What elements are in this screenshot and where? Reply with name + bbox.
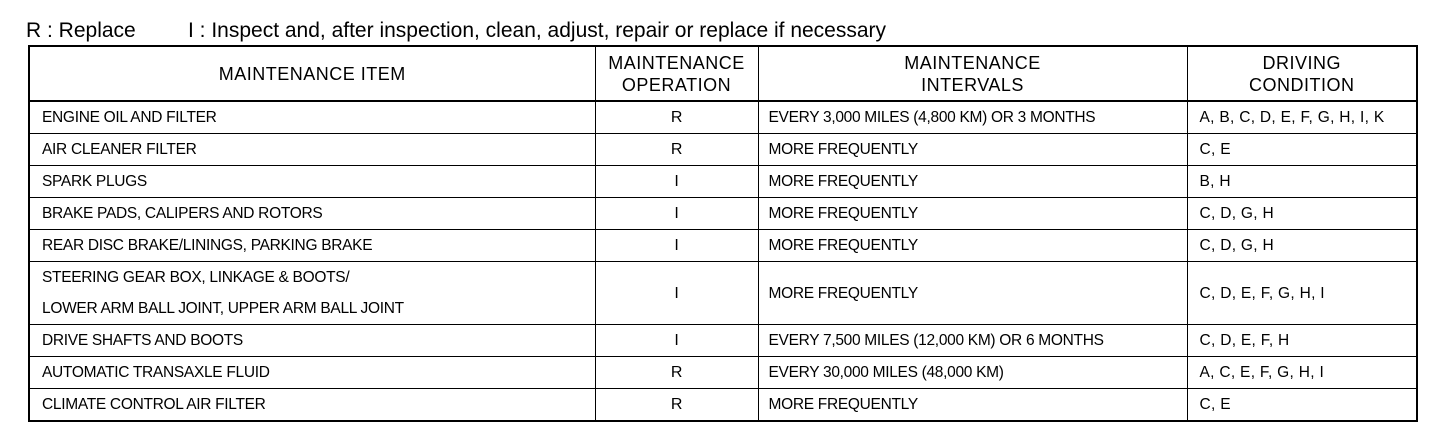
table-row: [29, 262, 1417, 325]
table-row: [29, 230, 1417, 262]
maintenance-operation-cell: R: [595, 101, 758, 134]
maintenance-item-text: AUTOMATIC TRANSAXLE FLUID: [42, 364, 270, 381]
maintenance-item-text: DRIVE SHAFTS AND BOOTS: [42, 332, 243, 349]
maintenance-interval-cell: EVERY 3,000 MILES (4,800 KM) OR 3 MONTHS: [758, 101, 1187, 134]
header-row: [29, 46, 1417, 101]
maintenance-operation-cell: R: [595, 389, 758, 422]
maintenance-item-text: STEERING GEAR BOX, LINKAGE & BOOTS/: [42, 269, 350, 286]
legend: [26, 18, 886, 44]
header-maintenance-operation: [595, 46, 758, 101]
header-driving-condition: [1187, 46, 1417, 101]
table-row: [29, 134, 1417, 166]
table-row: [29, 389, 1417, 422]
header-operation-line: OPERATION: [621, 74, 732, 95]
maintenance-interval-cell: EVERY 7,500 MILES (12,000 KM) OR 6 MONTHS: [758, 325, 1187, 357]
table-row: [29, 357, 1417, 389]
maintenance-item-text: ENGINE OIL AND FILTER: [42, 109, 217, 126]
maintenance-item-cell: [29, 166, 595, 198]
maintenance-item-cell: [29, 389, 595, 422]
maintenance-table: [28, 45, 1418, 422]
table-header: [29, 46, 1417, 101]
maintenance-item-text: LOWER ARM BALL JOINT, UPPER ARM BALL JOINT: [42, 300, 404, 317]
table-row: [29, 198, 1417, 230]
maintenance-item-text: BRAKE PADS, CALIPERS AND ROTORS: [42, 205, 323, 222]
maintenance-operation-cell: I: [595, 262, 758, 325]
header-maintenance-item: [29, 46, 595, 101]
header-item-line: MAINTENANCE ITEM: [218, 63, 406, 84]
driving-condition-cell: C, D, E, F, G, H, I: [1187, 262, 1417, 325]
maintenance-interval-cell: MORE FREQUENTLY: [758, 389, 1187, 422]
maintenance-interval-cell: MORE FREQUENTLY: [758, 166, 1187, 198]
maintenance-interval-cell: MORE FREQUENTLY: [758, 230, 1187, 262]
maintenance-item-cell: [29, 262, 595, 325]
driving-condition-cell: C, D, G, H: [1187, 198, 1417, 230]
legend-inspect: I : Inspect and, after inspection, clean, adjust, repair or replace if necessary: [188, 19, 887, 42]
maintenance-interval-cell: MORE FREQUENTLY: [758, 198, 1187, 230]
maintenance-operation-cell: R: [595, 134, 758, 166]
maintenance-item-text: CLIMATE CONTROL AIR FILTER: [42, 396, 266, 413]
driving-condition-cell: A, C, E, F, G, H, I: [1187, 357, 1417, 389]
header-condition-line: CONDITION: [1249, 74, 1355, 95]
legend-replace: R : Replace: [26, 19, 136, 42]
maintenance-operation-cell: I: [595, 230, 758, 262]
maintenance-item-cell: [29, 325, 595, 357]
header-condition-line: DRIVING: [1262, 52, 1341, 73]
maintenance-item-cell: [29, 230, 595, 262]
driving-condition-cell: A, B, C, D, E, F, G, H, I, K: [1187, 101, 1417, 134]
maintenance-operation-cell: I: [595, 325, 758, 357]
maintenance-item-text: REAR DISC BRAKE/LININGS, PARKING BRAKE: [42, 237, 373, 254]
table-row: [29, 325, 1417, 357]
maintenance-operation-cell: I: [595, 166, 758, 198]
maintenance-operation-cell: R: [595, 357, 758, 389]
maintenance-interval-cell: EVERY 30,000 MILES (48,000 KM): [758, 357, 1187, 389]
maintenance-item-cell: [29, 198, 595, 230]
maintenance-interval-cell: MORE FREQUENTLY: [758, 262, 1187, 325]
header-intervals-line: MAINTENANCE: [904, 52, 1041, 73]
header-maintenance-intervals: [758, 46, 1187, 101]
driving-condition-cell: C, D, G, H: [1187, 230, 1417, 262]
maintenance-item-cell: [29, 357, 595, 389]
driving-condition-cell: C, E: [1187, 389, 1417, 422]
driving-condition-cell: C, D, E, F, H: [1187, 325, 1417, 357]
maintenance-item-text: AIR CLEANER FILTER: [42, 141, 197, 158]
maintenance-operation-cell: I: [595, 198, 758, 230]
header-operation-line: MAINTENANCE: [608, 52, 745, 73]
table-row: [29, 101, 1417, 134]
maintenance-interval-cell: MORE FREQUENTLY: [758, 134, 1187, 166]
table-row: [29, 166, 1417, 198]
maintenance-item-cell: [29, 134, 595, 166]
driving-condition-cell: B, H: [1187, 166, 1417, 198]
header-intervals-line: INTERVALS: [921, 74, 1024, 95]
maintenance-item-cell: [29, 101, 595, 134]
driving-condition-cell: C, E: [1187, 134, 1417, 166]
table-body: [29, 101, 1417, 421]
maintenance-item-text: SPARK PLUGS: [42, 173, 147, 190]
